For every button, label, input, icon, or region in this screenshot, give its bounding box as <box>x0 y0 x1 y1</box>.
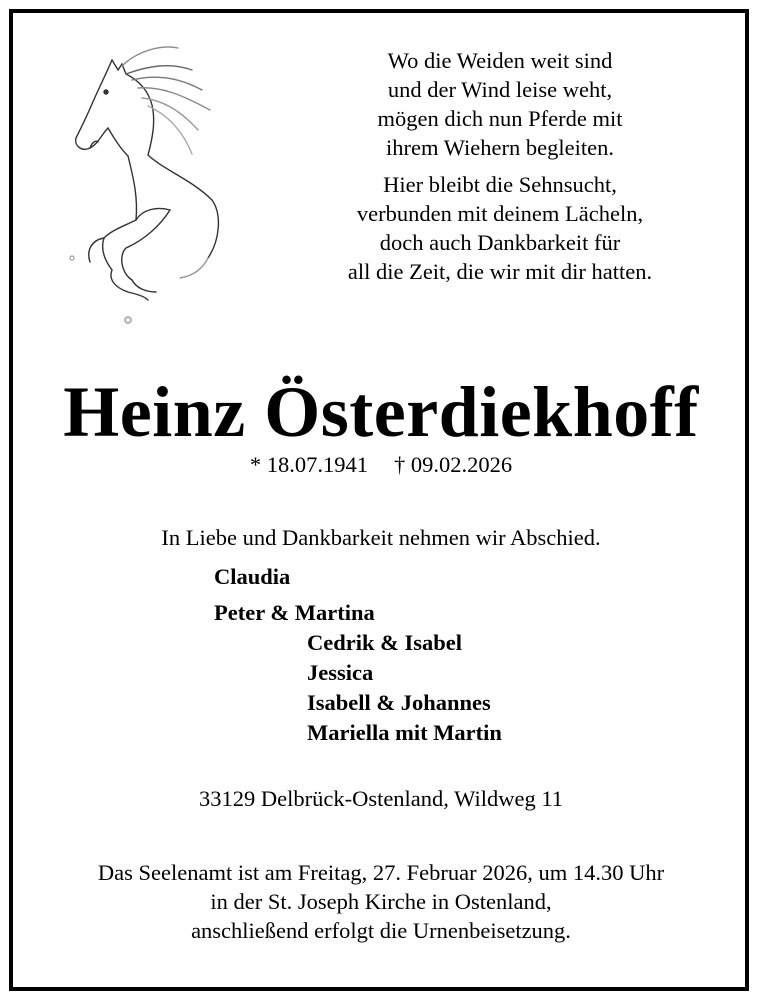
poem-stanza-1 <box>300 46 700 162</box>
poem-line: all die Zeit, die wir mit dir hatten. <box>347 259 653 284</box>
service-line: in der St. Joseph Kirche in Ostenland, <box>210 889 552 914</box>
mourner-name: Peter & Martina <box>214 600 375 625</box>
mourner-name: Claudia <box>214 564 291 589</box>
poem <box>300 46 700 294</box>
service-line: Das Seelenamt ist am Freitag, 27. Februar 2026, um 14.30 Uhr <box>97 860 665 885</box>
poem-line: verbunden mit deinem Lächeln, <box>356 201 644 226</box>
poem-line: ihrem Wiehern begleiten. <box>386 135 614 160</box>
mourner-name: Mariella mit Martin <box>307 720 502 745</box>
poem-line: Wo die Weiden weit sind <box>387 48 613 73</box>
service-info <box>0 858 762 945</box>
grandchildren-list <box>307 628 502 748</box>
horse-sketch-illustration <box>52 30 232 330</box>
mourner-name: Isabell & Johannes <box>307 690 491 715</box>
farewell-text: In Liebe und Dankbarkeit nehmen wir Abschied. <box>161 525 601 550</box>
service-line: anschließend erfolgt die Urnenbeisetzung. <box>191 918 571 943</box>
deceased-name: Heinz Österdiekhoff <box>63 372 699 452</box>
poem-line: Hier bleibt die Sehnsucht, <box>383 172 617 197</box>
poem-line: und der Wind leise weht, <box>387 77 613 102</box>
poem-line: mögen dich nun Pferde mit <box>377 106 623 131</box>
mourner-name: Cedrik & Isabel <box>307 630 463 655</box>
life-dates <box>0 452 762 478</box>
mourner-name: Jessica <box>307 660 374 685</box>
birth-date: * 18.07.1941 <box>249 452 368 477</box>
death-date: † 09.02.2026 <box>394 452 513 477</box>
poem-stanza-2 <box>300 170 700 286</box>
poem-line: doch auch Dankbarkeit für <box>379 230 621 255</box>
address: 33129 Delbrück-Ostenland, Wildweg 11 <box>198 786 564 811</box>
